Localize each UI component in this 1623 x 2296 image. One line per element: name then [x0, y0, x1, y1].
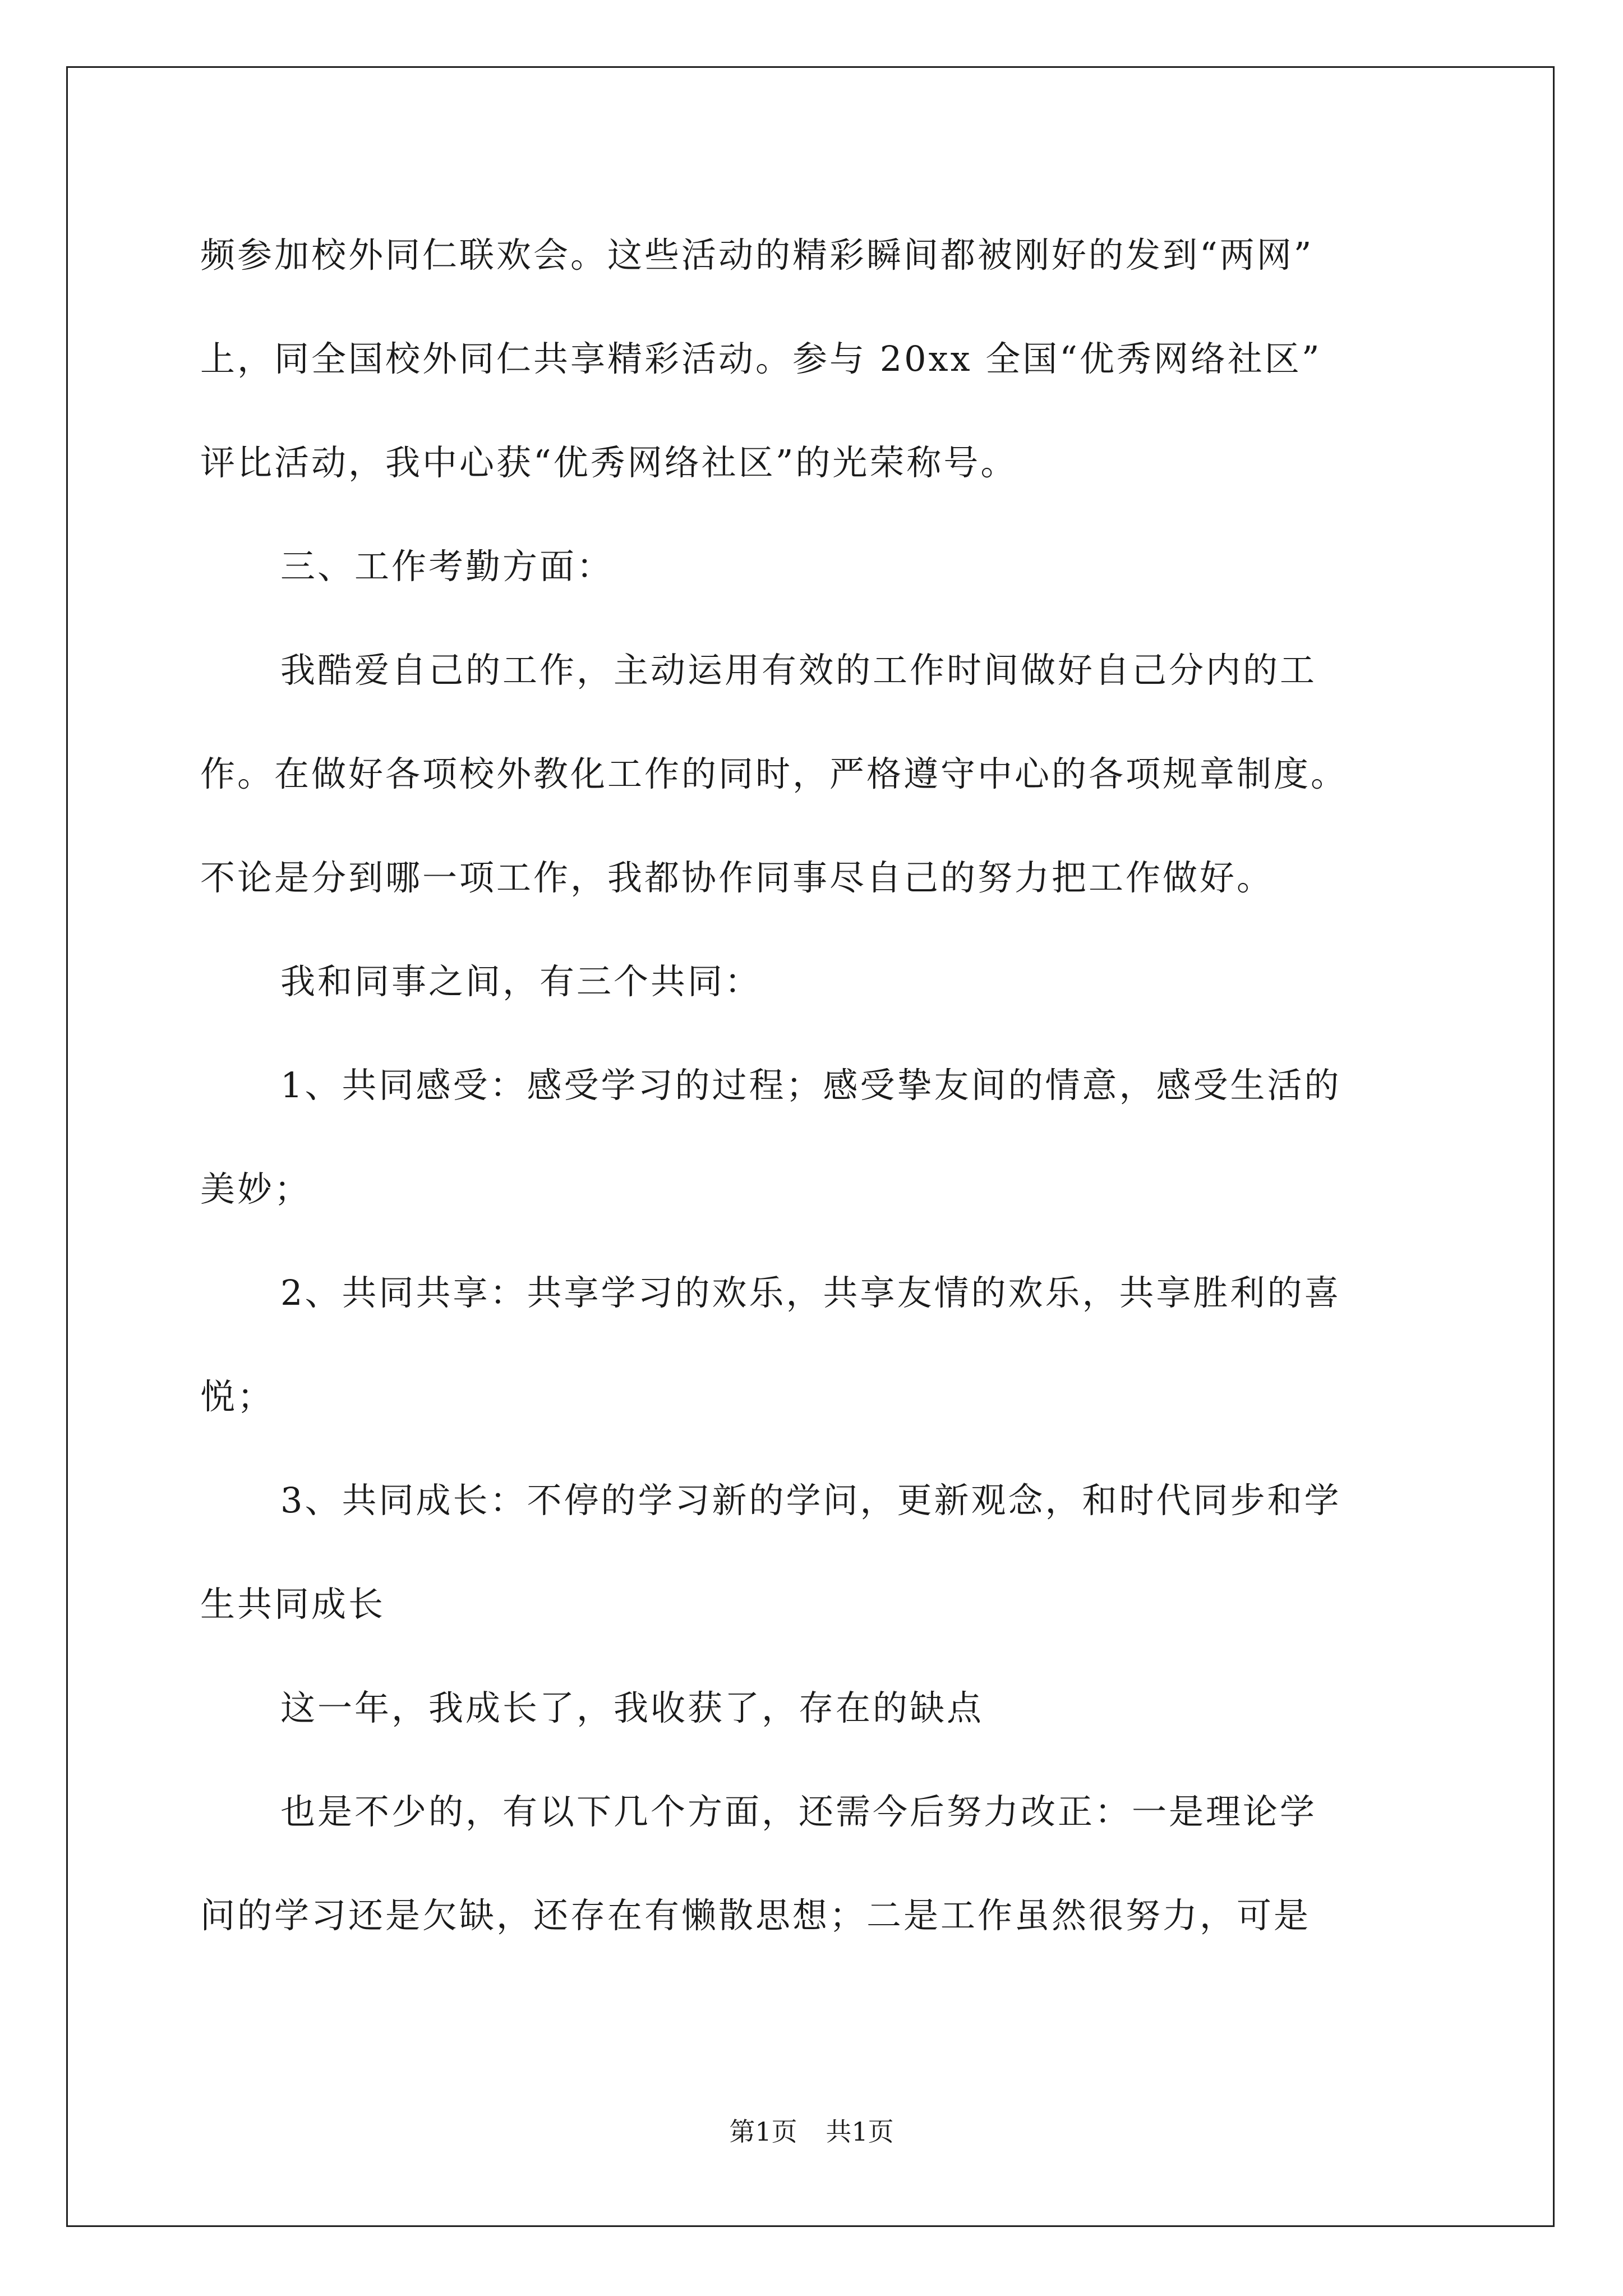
list-item-line: 生共同成长 [200, 1584, 386, 1625]
paragraph-line: 问的学习还是欠缺，还存在有懒散思想；二是工作虽然很努力，可是 [200, 1895, 1311, 1936]
paragraph-line: 作。在做好各项校外教化工作的同时，严格遵守中心的各项规章制度。 [200, 753, 1348, 794]
page-footer [0, 2115, 1623, 2148]
list-item-line: 1、共同感受：感受学习的过程；感受挚友间的情意，感受生活的 [280, 1065, 1341, 1106]
paragraph-line: 上，同全国校外同仁共享精彩活动。参与 20xx 全国“优秀网络社区” [200, 338, 1322, 379]
page-number-current: 第1页 [729, 2116, 797, 2147]
paragraph-line: 这一年，我成长了，我收获了，存在的缺点 [280, 1687, 984, 1728]
section-heading: 三、工作考勤方面： [280, 546, 614, 587]
paragraph-line: 不论是分到哪一项工作，我都协作同事尽自己的努力把工作做好。 [200, 857, 1274, 898]
paragraph-line: 我酷爱自己的工作，主动运用有效的工作时间做好自己分内的工 [280, 650, 1317, 691]
page-number-total: 共1页 [826, 2116, 894, 2147]
paragraph-line: 频参加校外同仁联欢会。这些活动的精彩瞬间都被刚好的发到“两网” [200, 234, 1314, 275]
paragraph-line: 也是不少的，有以下几个方面，还需今后努力改正：一是理论学 [280, 1791, 1317, 1832]
paragraph-line: 我和同事之间，有三个共同： [280, 961, 762, 1002]
list-item-line: 3、共同成长：不停的学习新的学问，更新观念，和时代同步和学 [280, 1480, 1341, 1521]
list-item-line: 悦； [200, 1376, 275, 1417]
paragraph-line: 评比活动，我中心获“优秀网络社区”的光荣称号。 [200, 442, 1018, 483]
list-item-line: 2、共同共享：共享学习的欢乐，共享友情的欢乐，共享胜利的喜 [280, 1272, 1341, 1313]
list-item-line: 美妙； [200, 1168, 312, 1209]
